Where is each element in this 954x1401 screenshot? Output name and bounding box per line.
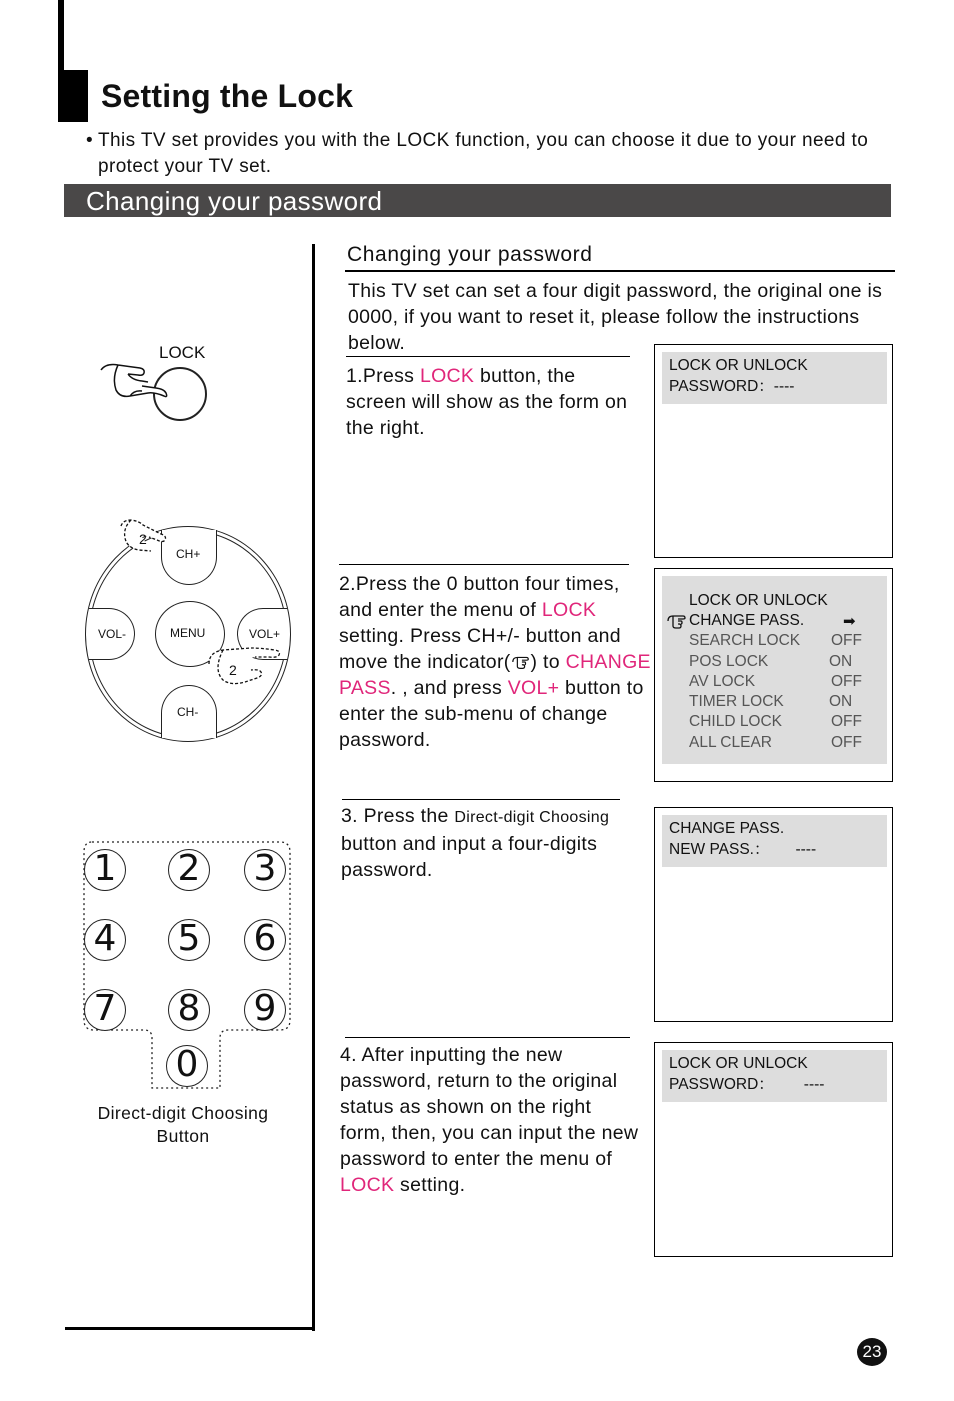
screen-4 [654, 1042, 893, 1257]
lock-menu-item-value: OFF [831, 733, 862, 751]
screen-3 [654, 807, 893, 1022]
digit-key-label: 6 [253, 918, 277, 959]
step4-key: LOCK [340, 1174, 395, 1196]
digit-key-5[interactable] [168, 919, 210, 961]
osd-1-line1: LOCK OR UNLOCK [669, 357, 808, 374]
osd-2 [662, 576, 887, 764]
subsection-heading: Changing your password [347, 243, 593, 266]
step4-rule [345, 1037, 630, 1038]
lock-menu-item[interactable] [689, 732, 887, 752]
step2-key-change-pass: CHANGE PASS [339, 651, 651, 699]
screen-2 [654, 568, 893, 782]
lock-menu-item[interactable] [689, 630, 887, 650]
step2-a: 2.Press the 0 button four times, and enter the menu of [339, 573, 620, 621]
step2-b: setting. Press CH+/- button and move the indicator( [339, 625, 621, 673]
osd-4-label: PASSWORD： [669, 1076, 774, 1093]
keypad-caption [80, 1102, 286, 1148]
lock-menu-item-value: ON [829, 693, 853, 711]
osd-3-line2 [669, 839, 880, 860]
digit-key-1[interactable] [84, 849, 126, 891]
caption-line1: Direct-digit Choosing [97, 1103, 269, 1123]
lock-menu-item-value: OFF [831, 672, 862, 690]
lock-menu-item[interactable] [689, 671, 887, 691]
digit-key-label: 1 [93, 848, 117, 889]
step3-direct-digit: Direct-digit Choosing [454, 809, 610, 826]
right-arrow-icon: ➡ [843, 613, 856, 630]
step1-key: LOCK [419, 365, 475, 387]
lock-menu-item-label: AV LOCK [689, 672, 756, 690]
step2-key-lock: LOCK [541, 599, 597, 621]
step2-rule [339, 564, 629, 565]
osd-3-value: ---- [795, 841, 817, 858]
digit-key-4[interactable] [84, 919, 126, 961]
digit-key-label: 5 [177, 918, 201, 959]
step3-rule [342, 799, 620, 800]
step4-post: setting. [394, 1174, 466, 1196]
digit-key-6[interactable] [244, 919, 286, 961]
pressing-hand-right-icon [205, 642, 285, 690]
step3-text [341, 803, 641, 883]
step3-post: button and input a four-digits password. [341, 833, 598, 881]
digit-key-2[interactable] [168, 849, 210, 891]
digit-key-7[interactable] [84, 989, 126, 1031]
step2-e: button to enter the sub-menu of change password. [339, 677, 644, 751]
lock-menu-item-label: ALL CLEAR [689, 733, 772, 751]
lock-menu-item-label: TIMER LOCK [689, 693, 784, 711]
subsection-description: This TV set can set a four digit password, the original one is 0000, if you want to reset it, please follow the instructions below. [348, 280, 883, 354]
screen-1 [654, 344, 893, 558]
ch-minus-label: CH- [177, 705, 199, 719]
caption-line2: Button [156, 1126, 210, 1146]
lock-menu-item-value: OFF [831, 713, 862, 731]
digit-key-label: 9 [253, 988, 277, 1029]
lock-menu-item[interactable] [689, 691, 887, 711]
digit-key-label: 4 [93, 918, 117, 959]
intro-paragraph [86, 128, 916, 180]
osd-3 [662, 815, 887, 867]
osd-1-line2: PASSWORD：---- [669, 378, 795, 395]
step1-pre: 1.Press [346, 365, 420, 387]
lock-menu-item-value: ON [829, 652, 853, 670]
digit-key-3[interactable] [244, 849, 286, 891]
osd-1 [662, 352, 887, 404]
title-bar-block [64, 70, 88, 122]
tap-count-right: 2 [229, 662, 237, 678]
bullet: • [86, 130, 94, 151]
step2-key-vol-plus: VOL+ [507, 677, 560, 699]
tap-count-top: 2 [139, 531, 147, 547]
lock-button-label: LOCK [159, 343, 206, 362]
vol-minus-label: VOL- [98, 627, 127, 641]
subsection-rule [345, 270, 895, 272]
osd-4 [662, 1050, 887, 1102]
digit-key-label: 0 [175, 1044, 199, 1085]
pressing-hand-icon [98, 360, 170, 404]
osd-3-label: NEW PASS.： [669, 841, 770, 858]
lock-menu-item[interactable] [689, 610, 887, 630]
ch-minus-button[interactable] [161, 685, 217, 738]
page-number: 23 [857, 1338, 887, 1366]
pointing-hand-icon [511, 653, 531, 671]
lock-menu-item-label: POS LOCK [689, 652, 769, 670]
column-divider [312, 244, 315, 1331]
digit-key-0[interactable] [166, 1045, 208, 1087]
digit-key-label: 2 [177, 848, 201, 889]
digit-key-9[interactable] [244, 989, 286, 1031]
pressing-hand-top-icon [117, 518, 187, 554]
step1-post: button, the screen will show as the form on the right. [346, 365, 628, 439]
step3-pre: 3. Press the [341, 805, 455, 827]
lock-menu-item-value: OFF [831, 632, 862, 650]
digit-key-label: 8 [177, 988, 201, 1029]
intro-text: This TV set provides you with the LOCK function, you can choose it due to your need to protect your TV set. [98, 130, 869, 177]
digit-key-label: 7 [93, 988, 117, 1029]
page-title: Setting the Lock [101, 78, 354, 114]
digit-key-label: 3 [253, 848, 277, 889]
step2-text [339, 571, 657, 753]
osd-2-title: LOCK OR UNLOCK [689, 592, 828, 609]
menu-label: MENU [170, 626, 206, 640]
osd-3-line1: CHANGE PASS. [669, 820, 785, 837]
lock-menu-list [689, 610, 887, 752]
step2-d: . , and press [390, 677, 508, 699]
digit-key-8[interactable] [168, 989, 210, 1031]
lock-menu-item[interactable] [689, 711, 887, 731]
step1-text [346, 363, 641, 441]
step4-pre: 4. After inputting the new password, return to the original status as shown on the right form, then, you can input the new password to enter the menu of [340, 1044, 639, 1170]
lock-menu-item-label: CHILD LOCK [689, 713, 783, 731]
step4-text [340, 1042, 640, 1198]
lock-menu-item[interactable] [689, 651, 887, 671]
step2-c: ) to [530, 651, 566, 673]
osd-4-line1: LOCK OR UNLOCK [669, 1055, 808, 1072]
menu-cursor-hand-icon [666, 612, 688, 630]
ch-plus-label: CH+ [176, 547, 201, 561]
vol-plus-label: VOL+ [249, 627, 281, 641]
osd-4-value: ---- [803, 1076, 825, 1093]
column-bottom-rule [65, 1327, 314, 1330]
step1-rule [346, 356, 630, 357]
lock-menu-item-label: SEARCH LOCK [689, 632, 801, 650]
osd-4-line2 [669, 1074, 880, 1095]
section-title: Changing your password [86, 186, 383, 216]
lock-menu-item-label: CHANGE PASS. [689, 612, 805, 629]
